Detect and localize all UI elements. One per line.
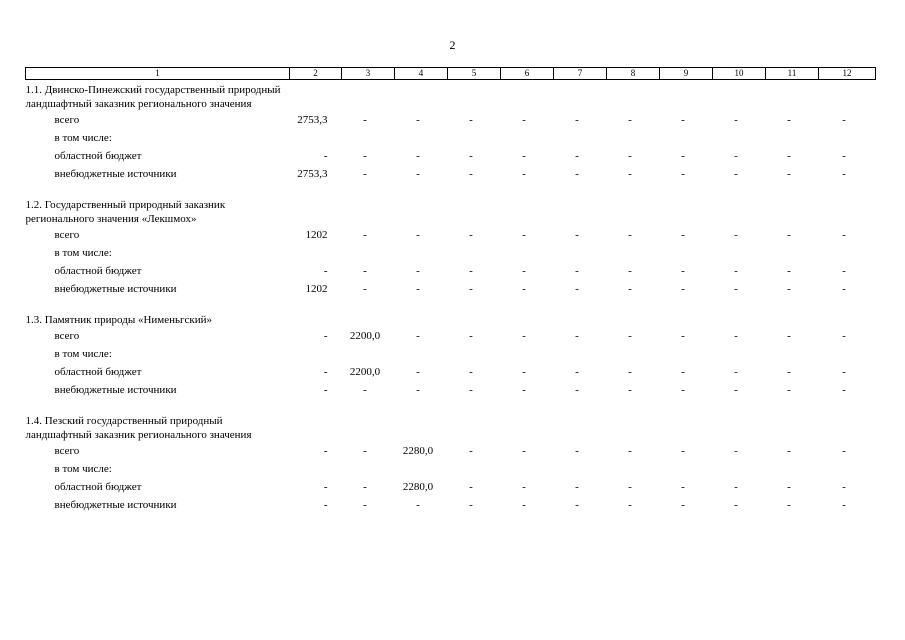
empty-cell <box>713 310 766 327</box>
value-cell: - <box>628 481 632 493</box>
value-cell <box>290 244 342 262</box>
column-header: 3 <box>342 68 395 80</box>
column-header: 4 <box>395 68 448 80</box>
empty-cell <box>448 411 501 442</box>
value-cell: - <box>363 445 367 457</box>
value-cell <box>766 460 819 478</box>
value-cell: - <box>416 283 420 295</box>
empty-cell <box>395 411 448 442</box>
value-cell: - <box>681 229 685 241</box>
value-cell: - <box>575 384 579 396</box>
value-cell: - <box>522 481 526 493</box>
row-label: внебюджетные источники <box>54 499 177 511</box>
value-cell: - <box>842 366 846 378</box>
value-cell: - <box>469 229 473 241</box>
table-row <box>26 478 876 496</box>
value-cell: - <box>628 499 632 511</box>
row-label: в том числе: <box>54 132 112 144</box>
value-cell: - <box>787 445 791 457</box>
row-label: внебюджетные источники <box>54 168 177 180</box>
value-cell: - <box>522 229 526 241</box>
spacer-cell <box>26 399 876 411</box>
value-cell: - <box>681 265 685 277</box>
empty-cell <box>713 80 766 112</box>
value-cell <box>819 244 876 262</box>
empty-cell <box>501 195 554 226</box>
value-cell <box>819 460 876 478</box>
value-cell <box>660 345 713 363</box>
value-cell: - <box>575 366 579 378</box>
table-row <box>26 262 876 280</box>
empty-cell <box>819 310 876 327</box>
empty-cell <box>448 310 501 327</box>
value-cell <box>713 345 766 363</box>
empty-cell <box>819 195 876 226</box>
value-cell: - <box>522 168 526 180</box>
empty-cell <box>660 195 713 226</box>
value-cell <box>819 345 876 363</box>
value-cell: - <box>575 229 579 241</box>
section-spacer <box>26 298 876 310</box>
table-row <box>26 147 876 165</box>
value-cell: - <box>787 168 791 180</box>
empty-cell <box>290 411 342 442</box>
empty-cell <box>395 310 448 327</box>
value-cell: - <box>681 283 685 295</box>
value-cell: 2280,0 <box>402 481 434 493</box>
value-cell: - <box>416 168 420 180</box>
value-cell: - <box>575 445 579 457</box>
column-header: 8 <box>607 68 660 80</box>
value-cell: - <box>522 366 526 378</box>
table-row <box>26 442 876 460</box>
value-cell <box>766 244 819 262</box>
value-cell: - <box>734 481 738 493</box>
value-cell: - <box>842 499 846 511</box>
column-header: 12 <box>819 68 876 80</box>
row-label: всего <box>54 445 80 457</box>
empty-cell <box>290 310 342 327</box>
value-cell: - <box>575 168 579 180</box>
value-cell: - <box>469 366 473 378</box>
value-cell: - <box>628 114 632 126</box>
value-cell <box>448 129 501 147</box>
empty-cell <box>660 411 713 442</box>
empty-cell <box>554 310 607 327</box>
empty-cell <box>607 195 660 226</box>
table-row <box>26 280 876 298</box>
value-cell: 2200,0 <box>349 330 381 342</box>
value-cell <box>766 129 819 147</box>
value-cell: - <box>323 499 328 511</box>
empty-cell <box>660 80 713 112</box>
value-cell: - <box>628 366 632 378</box>
row-label: внебюджетные источники <box>54 384 177 396</box>
value-cell <box>554 244 607 262</box>
value-cell: - <box>734 168 738 180</box>
value-cell: - <box>363 384 367 396</box>
value-cell: - <box>734 283 738 295</box>
value-cell: - <box>734 366 738 378</box>
value-cell: - <box>628 168 632 180</box>
value-cell: - <box>628 330 632 342</box>
value-cell <box>660 129 713 147</box>
value-cell: - <box>323 384 328 396</box>
value-cell <box>395 460 448 478</box>
value-cell: - <box>734 150 738 162</box>
value-cell: 1202 <box>305 229 328 241</box>
value-cell <box>501 244 554 262</box>
empty-cell <box>501 411 554 442</box>
value-cell <box>448 460 501 478</box>
value-cell: - <box>842 384 846 396</box>
value-cell: - <box>575 283 579 295</box>
table-row <box>26 111 876 129</box>
value-cell: - <box>575 481 579 493</box>
section-title-row <box>26 195 876 226</box>
section-title-row <box>26 310 876 327</box>
value-cell: - <box>469 114 473 126</box>
value-cell: - <box>323 150 328 162</box>
column-header: 10 <box>713 68 766 80</box>
value-cell: - <box>734 445 738 457</box>
value-cell <box>660 244 713 262</box>
value-cell <box>554 460 607 478</box>
value-cell: - <box>522 384 526 396</box>
value-cell: - <box>681 499 685 511</box>
column-header: 9 <box>660 68 713 80</box>
table-row <box>26 345 876 363</box>
empty-cell <box>342 411 395 442</box>
value-cell: - <box>323 481 328 493</box>
empty-cell <box>448 195 501 226</box>
value-cell: - <box>363 481 367 493</box>
value-cell: - <box>469 150 473 162</box>
section-title: 1.2. Государственный природный заказник регионального значения «Лекшмох» <box>25 199 226 225</box>
value-cell: - <box>469 168 473 180</box>
value-cell: - <box>734 265 738 277</box>
value-cell <box>713 129 766 147</box>
empty-cell <box>501 80 554 112</box>
value-cell: - <box>469 330 473 342</box>
value-cell <box>448 345 501 363</box>
empty-cell <box>342 310 395 327</box>
value-cell <box>342 345 395 363</box>
row-label: в том числе: <box>54 463 112 475</box>
empty-cell <box>607 411 660 442</box>
row-label: областной бюджет <box>54 481 142 493</box>
value-cell: - <box>734 229 738 241</box>
column-header: 7 <box>554 68 607 80</box>
value-cell: - <box>628 283 632 295</box>
empty-cell <box>819 411 876 442</box>
value-cell <box>342 129 395 147</box>
column-header: 5 <box>448 68 501 80</box>
spacer-cell <box>26 183 876 195</box>
value-cell <box>819 129 876 147</box>
value-cell: - <box>628 265 632 277</box>
value-cell: - <box>842 330 846 342</box>
value-cell: - <box>842 481 846 493</box>
table-row <box>26 129 876 147</box>
value-cell <box>501 129 554 147</box>
empty-cell <box>713 411 766 442</box>
value-cell: - <box>469 499 473 511</box>
value-cell: - <box>363 150 367 162</box>
row-label: внебюджетные источники <box>54 283 177 295</box>
section-title-row <box>26 411 876 442</box>
value-cell <box>395 129 448 147</box>
value-cell: - <box>842 168 846 180</box>
value-cell: 1202 <box>305 283 328 295</box>
page-number: 2 <box>449 38 456 52</box>
value-cell: - <box>787 229 791 241</box>
empty-cell <box>554 80 607 112</box>
value-cell: - <box>363 283 367 295</box>
value-cell: - <box>363 499 367 511</box>
value-cell: - <box>681 150 685 162</box>
value-cell: - <box>842 229 846 241</box>
section-spacer <box>26 183 876 195</box>
empty-cell <box>766 310 819 327</box>
value-cell: - <box>416 366 420 378</box>
value-cell: - <box>469 283 473 295</box>
value-cell: - <box>787 150 791 162</box>
budget-table <box>25 67 876 514</box>
empty-cell <box>554 411 607 442</box>
table-row <box>26 496 876 514</box>
value-cell: - <box>842 283 846 295</box>
value-cell: - <box>416 384 420 396</box>
value-cell: - <box>787 499 791 511</box>
value-cell: - <box>416 499 420 511</box>
value-cell <box>501 345 554 363</box>
value-cell: - <box>323 366 328 378</box>
value-cell: - <box>575 150 579 162</box>
empty-cell <box>448 80 501 112</box>
row-label: всего <box>54 330 80 342</box>
empty-cell <box>501 310 554 327</box>
value-cell <box>501 460 554 478</box>
empty-cell <box>713 195 766 226</box>
value-cell: - <box>363 114 367 126</box>
empty-cell <box>395 195 448 226</box>
row-label: в том числе: <box>54 247 112 259</box>
table-body <box>26 80 876 515</box>
empty-cell <box>290 80 342 112</box>
value-cell: - <box>469 445 473 457</box>
section-spacer <box>26 399 876 411</box>
value-cell: - <box>787 481 791 493</box>
table-row <box>26 381 876 399</box>
value-cell <box>342 244 395 262</box>
empty-cell <box>395 80 448 112</box>
value-cell: - <box>416 229 420 241</box>
value-cell: - <box>628 445 632 457</box>
value-cell <box>766 345 819 363</box>
value-cell: - <box>416 265 420 277</box>
value-cell: - <box>469 384 473 396</box>
value-cell <box>395 244 448 262</box>
value-cell: - <box>522 445 526 457</box>
value-cell: 2280,0 <box>402 445 434 457</box>
section-title-row <box>26 80 876 112</box>
value-cell: - <box>469 481 473 493</box>
value-cell <box>607 345 660 363</box>
section-title: 1.4. Пезский государственный природный ландшафтный заказник регионального значения <box>25 415 252 441</box>
value-cell <box>713 460 766 478</box>
value-cell <box>290 460 342 478</box>
value-cell <box>607 460 660 478</box>
value-cell: - <box>522 114 526 126</box>
value-cell: - <box>323 445 328 457</box>
row-label: областной бюджет <box>54 265 142 277</box>
column-header: 11 <box>766 68 819 80</box>
value-cell: - <box>842 445 846 457</box>
table-row <box>26 327 876 345</box>
value-cell: - <box>575 499 579 511</box>
value-cell: - <box>734 384 738 396</box>
column-number-row <box>26 68 876 80</box>
value-cell: - <box>681 445 685 457</box>
empty-cell <box>819 80 876 112</box>
table-row <box>26 244 876 262</box>
value-cell <box>342 460 395 478</box>
value-cell: - <box>842 114 846 126</box>
empty-cell <box>660 310 713 327</box>
empty-cell <box>554 195 607 226</box>
value-cell: - <box>681 366 685 378</box>
value-cell <box>607 244 660 262</box>
value-cell: - <box>363 229 367 241</box>
row-label: областной бюджет <box>54 150 142 162</box>
value-cell: 2200,0 <box>349 366 381 378</box>
value-cell: - <box>734 114 738 126</box>
section-title: 1.1. Двинско-Пинежский государственный природный ландшафтный заказник регионального значения <box>25 84 281 110</box>
value-cell: 2753,3 <box>297 114 328 126</box>
empty-cell <box>607 310 660 327</box>
value-cell: - <box>575 330 579 342</box>
value-cell: - <box>522 150 526 162</box>
value-cell: - <box>469 265 473 277</box>
value-cell: - <box>416 150 420 162</box>
value-cell <box>554 129 607 147</box>
value-cell: - <box>787 384 791 396</box>
spacer-cell <box>26 298 876 310</box>
value-cell: - <box>628 150 632 162</box>
value-cell: - <box>842 265 846 277</box>
value-cell: - <box>681 168 685 180</box>
value-cell: - <box>787 330 791 342</box>
empty-cell <box>342 80 395 112</box>
value-cell <box>290 345 342 363</box>
value-cell: - <box>416 330 420 342</box>
table-row <box>26 226 876 244</box>
value-cell: - <box>363 168 367 180</box>
value-cell: - <box>628 384 632 396</box>
value-cell: - <box>842 150 846 162</box>
empty-cell <box>766 411 819 442</box>
empty-cell <box>342 195 395 226</box>
row-label: областной бюджет <box>54 366 142 378</box>
column-header: 6 <box>501 68 554 80</box>
value-cell <box>713 244 766 262</box>
value-cell: - <box>628 229 632 241</box>
section-title: 1.3. Памятник природы «Нименьгский» <box>25 314 213 326</box>
value-cell: - <box>681 330 685 342</box>
value-cell <box>448 244 501 262</box>
value-cell: - <box>787 265 791 277</box>
value-cell: - <box>363 265 367 277</box>
value-cell <box>660 460 713 478</box>
value-cell: 2753,3 <box>297 168 328 180</box>
value-cell: - <box>323 265 328 277</box>
value-cell: - <box>522 499 526 511</box>
empty-cell <box>766 80 819 112</box>
value-cell: - <box>416 114 420 126</box>
value-cell <box>290 129 342 147</box>
value-cell: - <box>734 330 738 342</box>
table-row <box>26 363 876 381</box>
row-label: всего <box>54 114 80 126</box>
value-cell <box>607 129 660 147</box>
value-cell: - <box>787 114 791 126</box>
value-cell: - <box>681 481 685 493</box>
row-label: в том числе: <box>54 348 112 360</box>
value-cell: - <box>787 366 791 378</box>
table-header <box>26 68 876 80</box>
value-cell <box>554 345 607 363</box>
value-cell: - <box>323 330 328 342</box>
value-cell: - <box>787 283 791 295</box>
column-header: 1 <box>26 68 290 80</box>
table-row <box>26 460 876 478</box>
value-cell: - <box>522 283 526 295</box>
value-cell: - <box>522 265 526 277</box>
value-cell: - <box>575 265 579 277</box>
column-header: 2 <box>290 68 342 80</box>
empty-cell <box>290 195 342 226</box>
value-cell: - <box>681 384 685 396</box>
value-cell: - <box>681 114 685 126</box>
value-cell <box>395 345 448 363</box>
empty-cell <box>607 80 660 112</box>
value-cell: - <box>575 114 579 126</box>
table-row <box>26 165 876 183</box>
value-cell: - <box>522 330 526 342</box>
row-label: всего <box>54 229 80 241</box>
value-cell: - <box>734 499 738 511</box>
empty-cell <box>766 195 819 226</box>
